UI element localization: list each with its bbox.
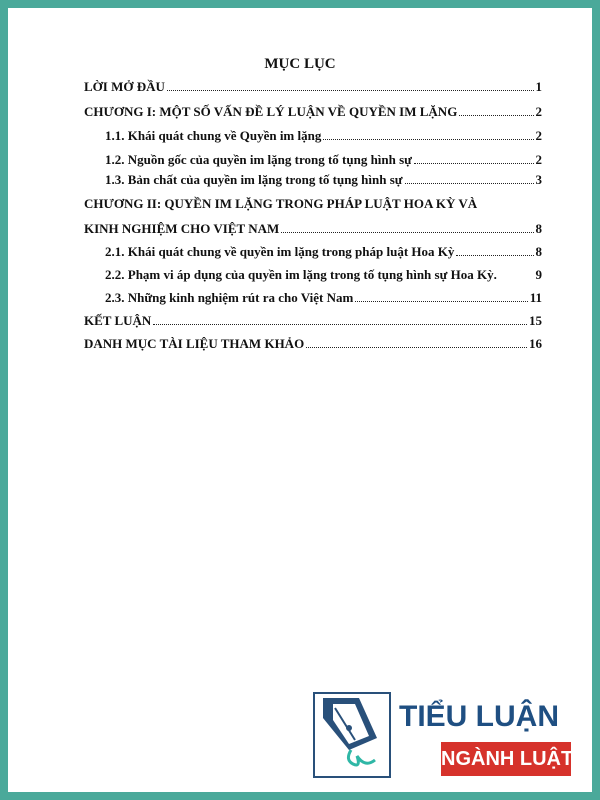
toc-leader-dots [306,335,527,348]
pen-nib-graphic [315,694,389,776]
toc-entry-chuong-2-line1[interactable]: CHƯƠNG II: QUYỀN IM LẶNG TRONG PHÁP LUẬT HOA KỲ VÀ [84,196,478,211]
toc-leader-dots [459,103,533,116]
toc-entry-label: 1.1. Khái quát chung về Quyền im lặng [105,128,322,143]
toc-leader-dots [323,127,533,140]
toc-entry-1-3[interactable] [105,171,542,189]
toc-leader-dots [499,267,534,279]
toc-page-number: 2 [535,104,542,119]
toc-page-number: 11 [529,290,542,305]
toc-page-number: 3 [535,172,542,187]
toc-leader-dots [405,171,534,184]
brand-logo [313,692,578,782]
toc-page-number: 16 [529,336,542,351]
toc-page-number: 8 [535,221,542,236]
toc-page-number: 1 [535,79,542,94]
toc-entry-loi-mo-dau[interactable] [84,78,542,96]
toc-leader-dots [456,243,533,256]
pen-nib-icon [313,692,391,778]
toc-leader-dots [167,78,534,91]
toc-entry-label: LỜI MỞ ĐẦU [84,79,165,94]
toc-entry-ket-luan[interactable] [84,312,542,330]
toc-entry-chuong-2[interactable] [84,220,542,238]
toc-page-number: 9 [535,267,542,282]
toc-leader-dots [281,220,533,233]
logo-subtitle-badge: NGÀNH LUẬT [441,742,571,776]
toc-title: MỤC LỤC [264,56,336,72]
toc-entry-label: KINH NGHIỆM CHO VIỆT NAM [84,221,280,236]
logo-title: TIỂU LUẬN [399,700,559,733]
toc-entry-2-2[interactable] [105,266,542,284]
toc-entry-label: DANH MỤC TÀI LIỆU THAM KHẢO [84,336,305,351]
toc-leader-dots [153,312,527,325]
toc-entry-1-2[interactable] [105,151,542,169]
toc-entry-tai-lieu-tham-khao[interactable] [84,335,542,353]
toc-page-number: 8 [535,244,542,259]
toc-entry-chuong-1[interactable] [84,103,542,121]
toc-entry-label: KẾT LUẬN [84,313,152,328]
toc-entry-label: 2.2. Phạm vi áp dụng của quyền im lặng trong tố tụng hình sự Hoa Kỳ. [105,267,497,282]
toc-leader-dots [414,151,534,164]
toc-entry-2-3[interactable] [105,289,542,307]
toc-leader-dots [355,289,527,302]
toc-entry-1-1[interactable] [105,127,542,145]
toc-entry-label: 2.1. Khái quát chung về quyền im lặng trong pháp luật Hoa Kỳ [105,244,455,259]
toc-page-number: 2 [535,152,542,167]
toc-entry-label: CHƯƠNG I: MỘT SỐ VẤN ĐỀ LÝ LUẬN VỀ QUYỀN IM LẶNG [84,104,458,119]
toc-entry-2-1[interactable] [105,243,542,261]
toc-entry-label: 2.3. Những kinh nghiệm rút ra cho Việt Nam [105,290,354,305]
toc-page-number: 15 [529,313,542,328]
toc-entry-label: 1.3. Bản chất của quyền im lặng trong tố tụng hình sự [105,172,403,187]
toc-entry-label: 1.2. Nguồn gốc của quyền im lặng trong tố tụng hình sự [105,152,412,167]
document-page [8,8,592,792]
toc-page-number: 2 [535,128,542,143]
